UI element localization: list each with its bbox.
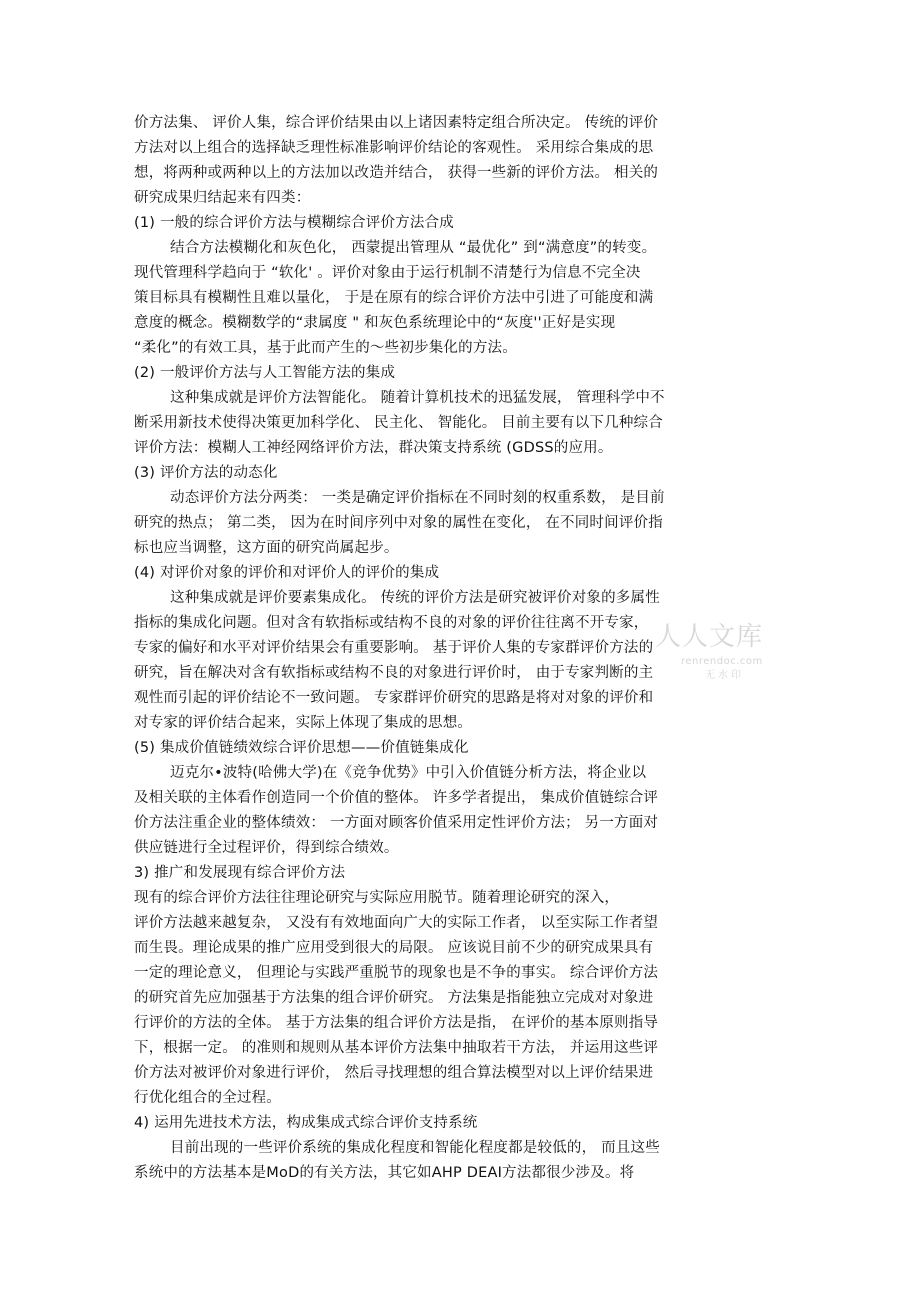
text-line: 研究，旨在解决对含有软指标或结构不良的对象进行评价时， 由于专家判断的主 (134, 665, 654, 681)
text-line: 意度的概念。模糊数学的“隶属度 " 和灰色系统理论中的“灰度''正好是实现 (134, 315, 616, 331)
text-line: 供应链进行全过程评价，得到综合绩效。 (134, 840, 399, 856)
text-line: 指标的集成化问题。但对含有软指标或结构不良的对象的评价往往离不开专家， (134, 615, 649, 631)
text-line: 及相关联的主体看作创造同一个价值的整体。 许多学者提出， 集成价值链综合评 (134, 790, 659, 806)
text-line: 结合方法模糊化和灰色化， 西蒙提出管理从 “最优化” 到“满意度”的转变。 (170, 240, 657, 256)
text-line: 价方法对被评价对象进行评价， 然后寻找理想的组合算法模型对以上评价结果进 (134, 1065, 654, 1081)
text-line: 这种集成就是评价要素集成化。 传统的评价方法是研究被评价对象的多属性 (170, 590, 660, 606)
text-line: 价方法注重企业的整体绩效： 一方面对顾客价值采用定性评价方法； 另一方面对 (134, 815, 659, 831)
watermark-slogan: 无水印 (705, 670, 744, 681)
text-line: 的研究首先应加强基于方法集的组合评价研究。 方法集是指能独立完成对对象进 (134, 990, 654, 1006)
text-line: 动态评价方法分两类： 一类是确定评价指标在不同时刻的权重系数， 是目前 (170, 490, 665, 506)
watermark-title: 人人文库 (655, 622, 764, 652)
section-heading: (5) 集成价值链绩效综合评价思想——价值链集成化 (134, 740, 469, 756)
text-line: 评价方法：模糊人工神经网络评价方法，群决策支持系统 (GDSS的应用。 (134, 440, 613, 456)
section-heading: 3) 推广和发展现有综合评价方法 (134, 865, 346, 881)
text-line: 研究成果归结起来有四类： (134, 190, 311, 206)
text-line: 现有的综合评价方法往往理论研究与实际应用脱节。随着理论研究的深入， (134, 890, 620, 906)
text-line: 这种集成就是评价方法智能化。 随着计算机技术的迅猛发展， 管理科学中不 (170, 390, 665, 406)
text-line: 目前出现的一些评价系统的集成化程度和智能化程度都是较低的， 而且这些 (170, 1140, 660, 1156)
text-line: 系统中的方法基本是MoD的有关方法，其它如AHP DEAI方法都很少涉及。将 (134, 1165, 635, 1181)
section-heading: (4) 对评价对象的评价和对评价人的评价的集成 (134, 565, 440, 581)
text-line: 断采用新技术使得决策更加科学化、 民主化、 智能化。 目前主要有以下几种综合 (134, 415, 663, 431)
section-heading: (3) 评价方法的动态化 (134, 465, 278, 481)
text-line: 现代管理科学趋向于 “软化' 。评价对象由于运行机制不清楚行为信息不完全决 (134, 265, 641, 281)
text-line: 研究的热点； 第二类， 因为在时间序列中对象的属性在变化， 在不同时间评价指 (134, 515, 663, 531)
text-line: 策目标具有模糊性且难以量化， 于是在原有的综合评价方法中引进了可能度和满 (134, 290, 654, 306)
text-line: 对专家的评价结合起来，实际上体现了集成的思想。 (134, 715, 473, 731)
text-line: “柔化”的有效工具，基于此而产生的～些初步集化的方法。 (134, 340, 517, 356)
text-line: 价方法集、 评价人集，综合评价结果由以上诸因素特定组合所决定。 传统的评价 (134, 115, 659, 131)
section-heading: 4) 运用先进技术方法，构成集成式综合评价支持系统 (134, 1115, 478, 1131)
text-line: 方法对以上组合的选择缺乏理性标准影响评价结论的客观性。 采用综合集成的思 (134, 140, 654, 156)
watermark-site: renrendoc.com (681, 656, 763, 667)
watermark-logo (655, 622, 785, 682)
text-line: 想，将两种或两种以上的方法加以改造并结合， 获得一些新的评价方法。 相关的 (134, 165, 659, 181)
section-heading: (2) 一般评价方法与人工智能方法的集成 (134, 365, 396, 381)
text-line: 下，根据一定。 的准则和规则从基本评价方法集中抽取若干方法， 并运用这些评 (134, 1040, 659, 1056)
text-line: 观性而引起的评价结论不一致问题。 专家群评价研究的思路是将对对象的评价和 (134, 690, 654, 706)
text-line: 一定的理论意义， 但理论与实践严重脱节的现象也是不争的事实。 综合评价方法 (134, 965, 659, 981)
text-line: 专家的偏好和水平对评价结果会有重要影响。 基于评价人集的专家群评价方法的 (134, 640, 654, 656)
text-line: 而生畏。理论成果的推广应用受到很大的局限。 应该说目前不少的研究成果具有 (134, 940, 654, 956)
text-line: 行评价的方法的全体。 基于方法集的组合评价方法是指， 在评价的基本原则指导 (134, 1015, 659, 1031)
text-line: 迈克尔•波特(哈佛大学)在《竞争优势》中引入价值链分析方法，将企业以 (170, 765, 647, 781)
text-line: 评价方法越来越复杂， 又没有有效地面向广大的实际工作者， 以至实际工作者望 (134, 915, 659, 931)
section-heading: (1) 一般的综合评价方法与模糊综合评价方法合成 (134, 215, 454, 231)
text-line: 行优化组合的全过程。 (134, 1090, 281, 1106)
text-line: 标也应当调整，这方面的研究尚属起步。 (134, 540, 399, 556)
